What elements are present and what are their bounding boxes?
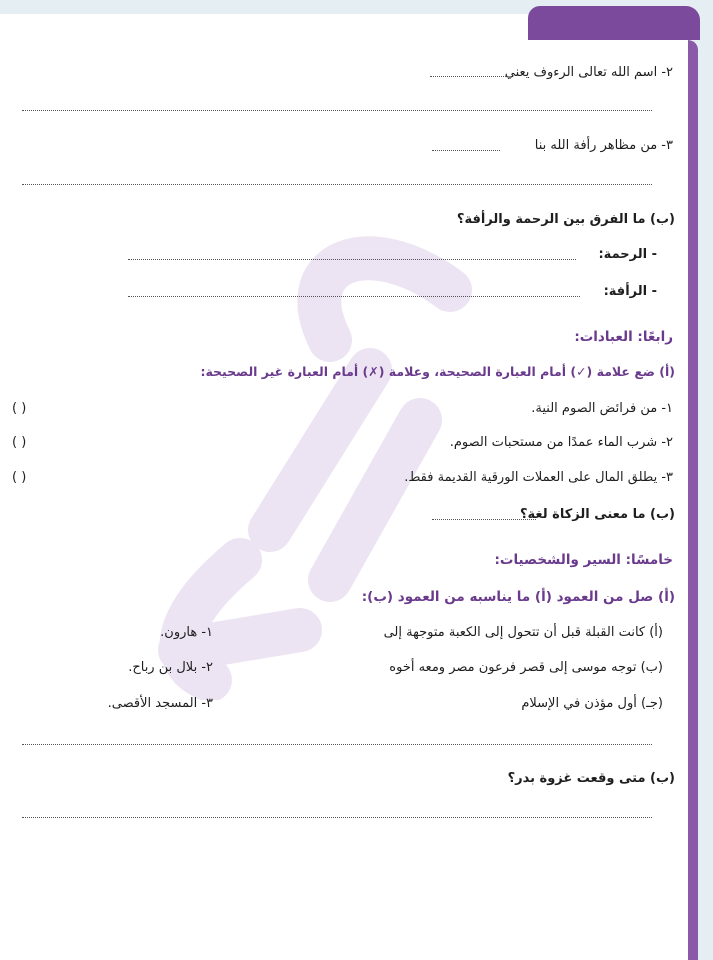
answer-line[interactable] bbox=[432, 150, 500, 151]
column-b-item-1: ١- هارون. bbox=[160, 625, 213, 640]
answer-line[interactable] bbox=[128, 259, 576, 260]
column-a-item-2: (ب) توجه موسى إلى قصر فرعون مصر ومعه أخوه bbox=[389, 660, 663, 675]
question-3: ٣- من مظاهر رأفة الله بنا bbox=[534, 138, 673, 153]
answer-box-3[interactable]: ( ) bbox=[12, 470, 27, 485]
answer-line[interactable] bbox=[430, 76, 508, 77]
column-a-item-3: (جـ) أول مؤذن في الإسلام bbox=[521, 696, 663, 711]
question-b-badr: (ب) متى وقعت غزوة بدر؟ bbox=[507, 771, 675, 786]
answer-line[interactable] bbox=[128, 296, 580, 297]
section-4-instruction: (أ) ضع علامة (✓) أمام العبارة الصحيحة، وعلامة (✗) أمام العبارة غير الصحيحة: bbox=[200, 364, 675, 379]
label-compassion: - الرأفة: bbox=[603, 284, 657, 299]
section-4-title: رابعًا: العبادات: bbox=[574, 329, 673, 345]
section-5-title: خامسًا: السير والشخصيات: bbox=[494, 552, 673, 568]
answer-line[interactable] bbox=[22, 817, 652, 818]
section-5-instruction: (أ) صل من العمود (أ) ما يناسبه من العمود (ب): bbox=[361, 589, 675, 605]
page-tab bbox=[528, 6, 700, 40]
answer-box-2[interactable]: ( ) bbox=[12, 435, 27, 450]
statement-2: ٢- شرب الماء عمدًا من مستحبات الصوم. bbox=[449, 435, 673, 450]
column-a-item-1: (أ) كانت القبلة قبل أن تتحول إلى الكعبة متوجهة إلى bbox=[383, 625, 663, 640]
column-b-item-3: ٣- المسجد الأقصى. bbox=[107, 696, 213, 711]
question-b-difference: (ب) ما الفرق بين الرحمة والرأفة؟ bbox=[456, 212, 675, 227]
page-edge bbox=[688, 40, 698, 960]
answer-line[interactable] bbox=[432, 519, 536, 520]
answer-line[interactable] bbox=[22, 184, 652, 185]
statement-3: ٣- يطلق المال على العملات الورقية القديمة فقط. bbox=[404, 470, 673, 485]
answer-line[interactable] bbox=[22, 110, 652, 111]
worksheet-page bbox=[0, 14, 693, 960]
question-2: ٢- اسم الله تعالى الرءوف يعني bbox=[504, 65, 673, 80]
question-b-zakat: (ب) ما معنى الزكاة لغة؟ bbox=[519, 507, 675, 522]
answer-box-1[interactable]: ( ) bbox=[12, 401, 27, 416]
label-mercy: - الرحمة: bbox=[598, 247, 657, 262]
column-b-item-2: ٢- بلال بن رباح. bbox=[128, 660, 213, 675]
answer-line[interactable] bbox=[22, 744, 652, 745]
statement-1: ١- من فرائض الصوم النية. bbox=[531, 401, 673, 416]
